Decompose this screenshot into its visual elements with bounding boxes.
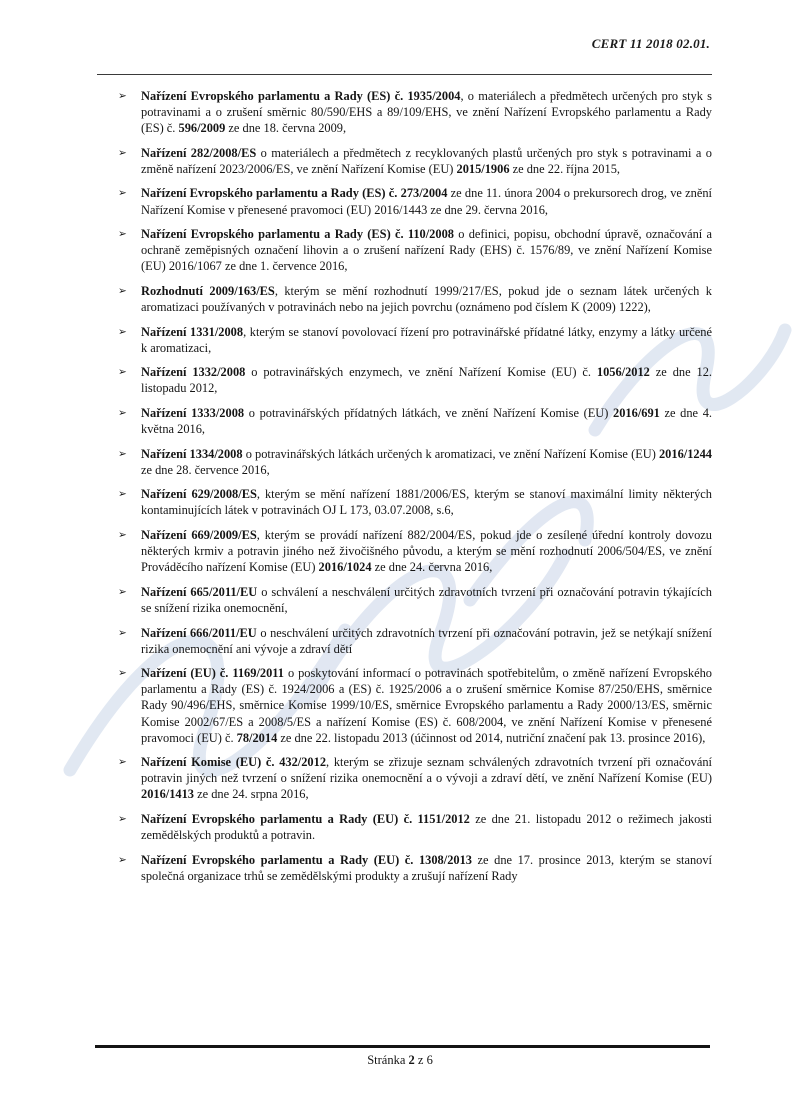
list-item: [118, 446, 712, 478]
list-item-text: Nařízení 1333/2008 o potravinářských přídatných látkách, ve znění Nařízení Komise (EU) 2016/691 ze dne 4. května 2016,: [141, 406, 712, 437]
list-item-text: Nařízení 1331/2008, kterým se stanoví povolovací řízení pro potravinářské přídatné látky, enzymy a látky určené k aromatizaci,: [141, 324, 712, 355]
list-item: [118, 364, 712, 396]
arrow-bullet-icon: ➢: [118, 585, 127, 598]
list-item: [118, 486, 712, 518]
list-item-text: Nařízení Komise (EU) č. 432/2012, kterým se zřizuje seznam schválených zdravotních tvrzení při označování potravin jiných než tvrzení o snížení rizika onemocnění a o vývoji a zdraví dětí, ve znění Nařízení Komise (EU) 2016/1413 ze dne 24. srpna 2016,: [141, 755, 712, 802]
footer-label-prefix: Stránka: [367, 1053, 409, 1067]
arrow-bullet-icon: ➢: [118, 529, 127, 542]
footer-separator: z: [414, 1053, 427, 1067]
arrow-bullet-icon: ➢: [118, 228, 127, 241]
arrow-bullet-icon: ➢: [118, 187, 127, 200]
list-item-text: Nařízení Evropského parlamentu a Rady (ES) č. 273/2004 ze dne 11. února 2004 o prekursorech drog, ve znění Nařízení Komise v přenesené pravomoci (EU) 2016/1443 ze dne 29. června 2016,: [141, 186, 712, 217]
header-document-code: CERT 11 2018 02.01.: [591, 36, 710, 51]
regulation-list: [118, 88, 712, 892]
arrow-bullet-icon: ➢: [118, 366, 127, 379]
arrow-bullet-icon: ➢: [118, 853, 127, 866]
list-item: [118, 324, 712, 356]
list-item-text: Nařízení Evropského parlamentu a Rady (ES) č. 110/2008 o definici, popisu, obchodní úpravě, označování a ochraně zeměpisných označení lihovin a o zrušení nařízení Rady (EHS) č. 1576/89, ve znění Nařízení Komise (EU) 2016/1067 ze dne 1. července 2016,: [141, 227, 712, 274]
list-item-text: Rozhodnutí 2009/163/ES, kterým se mění rozhodnutí 1999/217/ES, pokud jde o seznam látek určených k aromatizaci používaných v potravinách nebo na jejich povrchu (oznámeno pod číslem K (2009) 1222),: [141, 283, 712, 315]
list-item: [118, 811, 712, 843]
arrow-bullet-icon: ➢: [118, 284, 127, 297]
arrow-bullet-icon: ➢: [118, 447, 127, 460]
footer-page-indicator: [0, 1053, 800, 1068]
footer-total-pages: 6: [426, 1053, 433, 1067]
list-item-text: Nařízení Evropského parlamentu a Rady (EU) č. 1151/2012 ze dne 21. listopadu 2012 o režimech jakosti zemědělských produktů a potravin.: [141, 811, 712, 843]
arrow-bullet-icon: ➢: [118, 626, 127, 639]
list-item: [118, 584, 712, 616]
list-item-text: Nařízení 1334/2008 o potravinářských látkách určených k aromatizaci, ve znění Nařízení Komise (EU) 2016/1244 ze dne 28. července 2016,: [141, 446, 712, 477]
list-item-text: Nařízení (EU) č. 1169/2011 o poskytování informací o potravinách spotřebitelům, o změně nařízení Evropského parlamentu a Rady (ES) č. 1924/2006 a (ES) č. 1925/2006 a o zrušení směrnice Komise 87/250/EHS, směrnice Rady 90/496/EHS, směrnice Komise 1999/10/ES, směrnice Evropského parlamentu a Rady 2000/13/ES, směrnic Komise 2002/67/ES a 2008/5/ES a nařízení Komise (ES) č. 608/2004, ve znění Nařízení Komise v přenesené pravomoci (EU) č. 78/2014 ze dne 22. listopadu 2013 (účinnost od 2014, nutriční značení pak 13. prosince 2016),: [141, 666, 712, 745]
list-item-text: Nařízení 282/2008/ES o materiálech a předmětech z recyklovaných plastů určených pro styk s potravinami a o změně nařízení 2023/2006/ES, ve znění Nařízení Komise (EU) 2015/1906 ze dne 22. října 2015,: [141, 145, 712, 176]
list-item: [118, 145, 712, 177]
list-item: [118, 665, 712, 745]
arrow-bullet-icon: ➢: [118, 488, 127, 501]
list-item-text: Nařízení Evropského parlamentu a Rady (ES) č. 1935/2004, o materiálech a předmětech určených pro styk s potravinami a o zrušení směrnic 80/590/EHS a 89/109/EHS, ve znění Nařízení Evropského parlamentu a Rady (ES) č. 596/2009 ze dne 18. června 2009,: [141, 89, 712, 136]
arrow-bullet-icon: ➢: [118, 667, 127, 680]
footer-rule: [95, 1045, 710, 1048]
arrow-bullet-icon: ➢: [118, 407, 127, 419]
list-item: [118, 405, 712, 437]
list-item: [118, 283, 712, 315]
list-item-text: Nařízení 669/2009/ES, kterým se provádí nařízení 882/2004/ES, pokud jde o zesílené úřední kontroly dovozu některých krmiv a potravin jiného než živočišného původu, a kterým se mění rozhodnutí 2006/504/ES, ve znění Prováděcího nařízení Komise (EU) 2016/1024 ze dne 24. června 2016,: [141, 528, 712, 575]
list-item: [118, 754, 712, 802]
list-item: [118, 185, 712, 217]
arrow-bullet-icon: ➢: [118, 146, 127, 159]
list-item: [118, 88, 712, 136]
header-rule: [97, 74, 712, 75]
list-item: [118, 625, 712, 657]
list-item: [118, 527, 712, 575]
arrow-bullet-icon: ➢: [118, 812, 127, 825]
arrow-bullet-icon: ➢: [118, 325, 127, 338]
list-item-text: Nařízení 1332/2008 o potravinářských enzymech, ve znění Nařízení Komise (EU) č. 1056/2012 ze dne 12. listopadu 2012,: [141, 365, 712, 396]
list-item: [118, 852, 712, 884]
arrow-bullet-icon: ➢: [118, 90, 127, 102]
arrow-bullet-icon: ➢: [118, 756, 127, 769]
footer-page-number: 2: [408, 1053, 415, 1067]
list-item-text: Nařízení 666/2011/EU o neschválení určitých zdravotních tvrzení při označování potravin, jež se netýkají snížení rizika onemocnění ani vývoje a zdraví dětí: [141, 625, 712, 656]
list-item-text: Nařízení Evropského parlamentu a Rady (EU) č. 1308/2013 ze dne 17. prosince 2013, kterým se stanoví společná organizace trhů se zemědělskými produkty a zrušují nařízení Rady: [141, 852, 712, 883]
list-item-text: Nařízení 665/2011/EU o schválení a neschválení určitých zdravotních tvrzení při označování potravin týkajících se snížení rizika onemocnění,: [141, 584, 713, 615]
list-item-text: Nařízení 629/2008/ES, kterým se mění nařízení 1881/2006/ES, kterým se stanoví maximální limity některých kontaminujících látek v potravinách OJ L 173, 03.07.2008, s.6,: [141, 487, 712, 518]
list-item: [118, 226, 712, 274]
